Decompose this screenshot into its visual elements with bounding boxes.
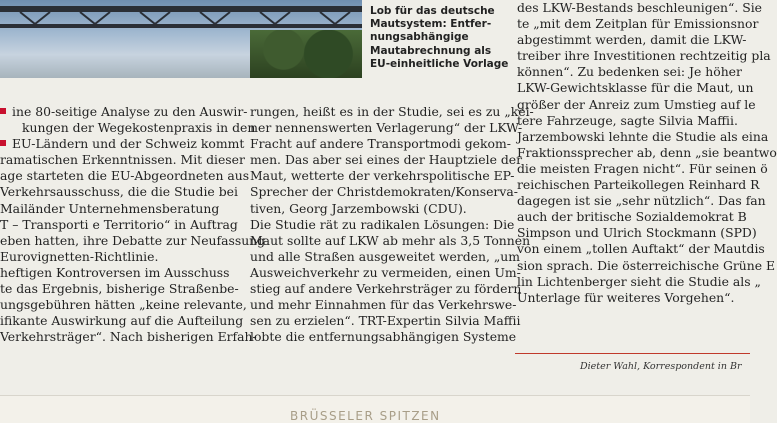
text-line: Eurovignetten-Richtlinie. — [0, 248, 159, 264]
photo-caption — [370, 5, 510, 71]
text-line: tiven, Georg Jarzembowski (CDU). — [250, 200, 467, 216]
text-line: tere Fahrzeuge, sagte Silvia Maffii. — [517, 112, 738, 128]
caption-line: Mautsystem: Entfer- — [370, 18, 492, 31]
text-line: treiber ihre Investitionen rechtzeitig pla — [517, 48, 771, 64]
text-line: LKW-Gewichtsklasse für die Maut, un — [517, 80, 754, 96]
text-line: ner nennenswerten Verlagerung“ der LKW- — [250, 120, 523, 136]
author-byline: Dieter Wahl, Korrespondent in Br — [580, 361, 742, 372]
text-line: Verkehrsausschuss, die die Studie bei — [0, 184, 238, 200]
text-line: te „mit dem Zeitplan für Emissionsnor — [517, 16, 759, 32]
author-divider — [515, 353, 750, 354]
text-line: stieg auf andere Verkehrsträger zu fördern — [250, 281, 522, 297]
text-line: kungen der Wegekostenpraxis in den — [22, 120, 256, 136]
text-line: T – Transporti e Territorio“ in Auftrag — [0, 216, 238, 232]
text-line: Die Studie rät zu radikalen Lösungen: Die — [250, 216, 515, 232]
text-line: und mehr Einnahmen für das Verkehrswe- — [250, 297, 517, 313]
text-line: können“. Zu bedenken sei: Je höher — [517, 64, 742, 80]
text-line: Fracht auf andere Transportmodi gekom- — [250, 136, 511, 152]
section-title: BRÜSSELER SPITZEN — [290, 409, 441, 423]
article-column-1 — [0, 104, 266, 345]
text-line: age starteten die EU-Abgeordneten aus — [0, 168, 250, 184]
text-line: Unterlage für weiteres Vorgehen“. — [517, 289, 735, 305]
text-line: Maut, wetterte der verkehrspolitische EP- — [250, 168, 515, 184]
text-line: die meisten Fragen nicht“. Für seinen ö — [517, 160, 768, 176]
text-line: lin Lichtenberger sieht die Studie als „ — [517, 273, 761, 289]
text-line: Ausweichverkehr zu vermeiden, einen Um- — [250, 264, 521, 280]
text-line: von einem „tollen Auftakt“ der Mautdis — [517, 241, 765, 257]
text-line: Maut sollte auf LKW ab mehr als 3,5 Tonnen — [250, 232, 531, 248]
text-line: reichischen Parteikollegen Reinhard R — [517, 177, 760, 193]
article-photo — [0, 0, 362, 78]
text-line: sen zu erzielen“. TRT-Expertin Silvia Maffii — [250, 313, 521, 329]
text-line: ungsgebühren hätten „keine relevante, — [0, 297, 247, 313]
text-line: auch der britische Sozialdemokrat B — [517, 209, 747, 225]
text-line: EU-Ländern und der Schweiz kommt — [12, 136, 245, 152]
text-line: eben hatten, ihre Debatte zur Neufassung — [0, 232, 266, 248]
article-column-3 — [517, 0, 777, 306]
text-line: Verkehrsträger“. Nach bisherigen Erfah- — [0, 329, 257, 345]
bridge-graphic — [0, 6, 362, 32]
text-line: des LKW-Bestands beschleunigen“. Sie — [517, 0, 762, 15]
caption-line: Lob für das deutsche — [370, 5, 495, 17]
text-line: abgestimmt werden, damit die LKW- — [517, 32, 747, 48]
text-line: ramatischen Erkenntnissen. Mit dieser — [0, 152, 245, 168]
text-line: Mailänder Unternehmensberatung — [0, 200, 220, 216]
text-line: Sprecher der Christdemokraten/Konserva- — [250, 184, 518, 200]
text-line: Simpson und Ulrich Stockmann (SPD) — [517, 225, 757, 241]
caption-line: EU-einheitliche Vorlage — [370, 57, 509, 70]
text-line: und alle Straßen ausgeweitet werden, „um — [250, 248, 520, 264]
text-line: men. Das aber sei eines der Hauptziele der — [250, 152, 523, 168]
text-line: größer der Anreiz zum Umstieg auf le — [517, 96, 756, 112]
text-line: lobte die entfernungsabhängigen Systeme — [250, 329, 517, 345]
text-line: Fraktionssprecher ab, denn „sie beantwo — [517, 144, 777, 160]
article-column-2 — [250, 104, 534, 345]
text-line: rungen, heißt es in der Studie, sei es zu „kei- — [250, 104, 534, 119]
text-line: te das Ergebnis, bisherige Straßenbe- — [0, 281, 239, 297]
text-line: sion sprach. Die österreichische Grüne E — [517, 257, 776, 273]
trees-graphic — [250, 30, 362, 78]
text-line: ifikante Auswirkung auf die Aufteilung — [0, 313, 244, 329]
text-line: Jarzembowski lehnte die Studie als eina — [517, 128, 769, 144]
caption-line: Mautabrechnung als — [370, 44, 492, 57]
text-line: ine 80-seitige Analyse zu den Auswir- — [12, 104, 248, 119]
text-line: heftigen Kontroversen im Ausschuss — [0, 264, 230, 280]
caption-line: nungsabhängige — [370, 31, 469, 44]
text-line: dagegen ist sie „sehr nützlich“. Das fan — [517, 193, 766, 209]
